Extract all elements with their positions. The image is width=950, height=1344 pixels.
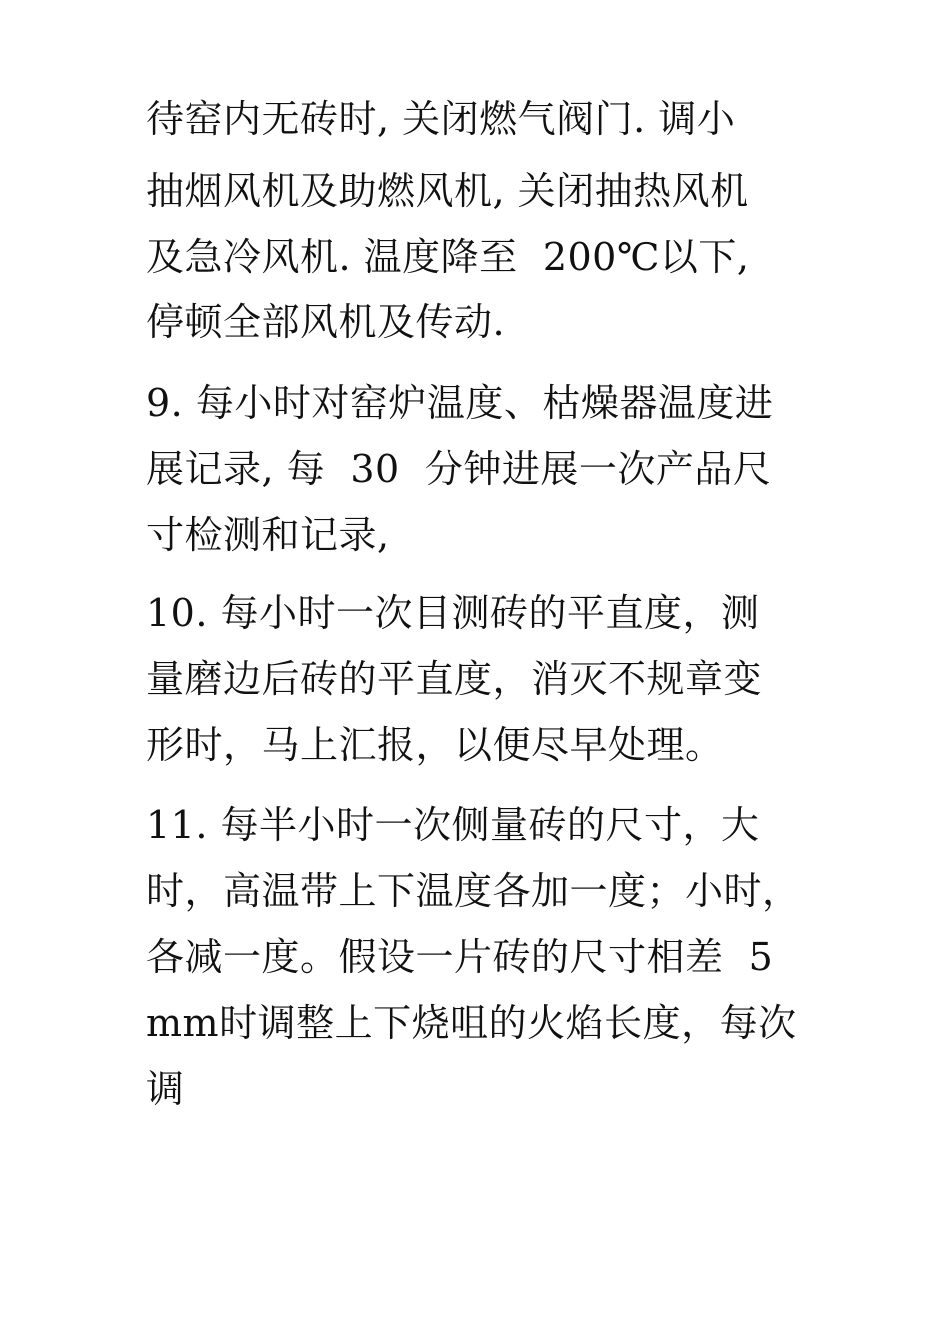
text-line: 待窑内无砖时, 关闭燃气阀门. 调小 [146, 97, 736, 141]
text-line: 各减一度。假设一片砖的尺寸相差 5 [146, 935, 774, 979]
text-line: 调 [146, 1067, 185, 1111]
text-line: 9. 每小时对窑炉温度、枯燥器温度进 [146, 381, 774, 425]
text-line: 停顿全部风机及传动. [146, 300, 506, 344]
text-line: 形时，马上汇报，以便尽早处理。 [146, 723, 724, 767]
text-line: 展记录, 每 30 分钟进展一次产品尺 [146, 447, 772, 491]
text-line: mm时调整上下烧咀的火焰长度，每次 [146, 1001, 797, 1045]
text-line: 量磨边后砖的平直度，消灭不规章变 [146, 657, 763, 701]
text-line: 10. 每小时一次目测砖的平直度，测 [146, 591, 760, 635]
text-line: 及急冷风机. 温度降至 200℃以下, [146, 235, 750, 279]
text-line: 抽烟风机及助燃风机, 关闭抽热风机 [146, 169, 749, 213]
text-line: 11. 每半小时一次侧量砖的尺寸，大 [146, 803, 760, 847]
text-line: 寸检测和记录, [146, 513, 390, 557]
text-line: 时，高温带上下温度各加一度；小时， [146, 869, 801, 913]
